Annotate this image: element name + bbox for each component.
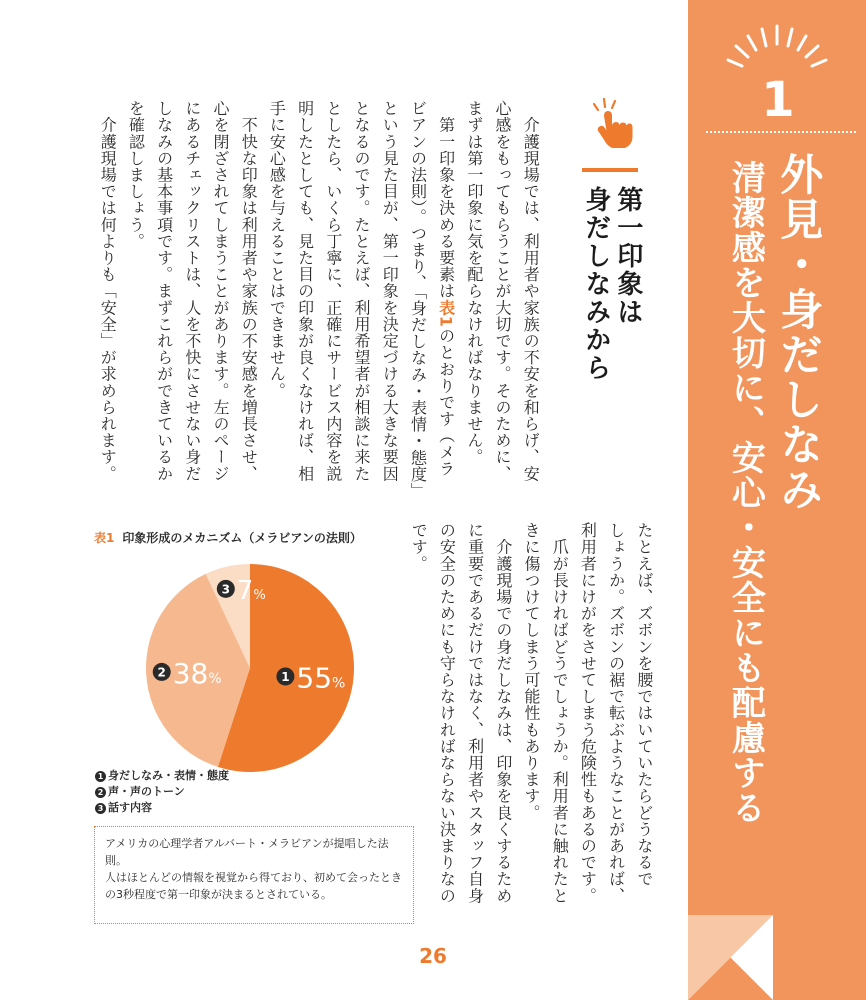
body-text-line: の安全のためにも守らなければならない決まりなの	[437, 522, 457, 904]
slice-value-label: 38%	[172, 656, 222, 690]
legend-label: 声・声のトーン	[108, 785, 185, 798]
chapter-subtitle: 清潔感を大切に、安心・安全にも配慮する	[725, 160, 766, 825]
body-text-run: となるのです。たとえば、利用希望者が相談に来た	[352, 100, 372, 482]
body-text-line: 爪が長ければどうでしょうか。利用者に触れたと	[550, 522, 570, 904]
body-text-run: 手に安心感を与えることはできません。	[267, 100, 287, 399]
body-text-line: しょうか。ズボンの裾で転ぶようなことがあれば、	[606, 522, 626, 904]
slice-value-label: 7%	[236, 575, 266, 606]
body-text-line: きに傷つけてしまう可能性もあります。	[522, 522, 542, 821]
body-text-run: 介護現場では何よりも「安全」が求められます。	[98, 100, 118, 482]
pie-chart	[130, 548, 370, 788]
legend-item	[95, 800, 229, 816]
body-text-run: にあるチェックリストは、人を不快にさせない身だ	[182, 100, 202, 482]
body-text-line: 利用者にけがをさせてしまう危険性もあるのです。	[578, 522, 598, 904]
legend-item	[95, 768, 229, 784]
note-text: アメリカの心理学者アルバート・メラビアンが提唱した法則。	[105, 837, 389, 867]
chapter-title: 外見・身だしなみ	[773, 152, 824, 512]
slice-marker-label: 3	[221, 582, 230, 597]
body-text-run: 心感をもってもらうことが大切です。そのために、	[493, 100, 513, 482]
pointing-hand-icon	[584, 96, 636, 148]
body-text-run: としたら、いくら丁寧に、正確にサービス内容を説	[323, 100, 343, 482]
body-text-run: という見た目が、第一印象を決定づける大きな要因	[380, 100, 400, 482]
slice-marker-label: 1	[281, 669, 290, 684]
body-text-run: 心を閉ざされてしまうことがあります。左のページ	[211, 100, 231, 482]
chart-title: 印象形成のメカニズム（メラビアンの法則）	[122, 531, 362, 545]
chart-legend	[95, 768, 229, 816]
body-text-line: たとえば、ズボンを腰ではいていたらどうなるで	[634, 522, 654, 888]
slice-marker-label: 2	[157, 665, 166, 680]
chapter-divider	[706, 131, 856, 133]
legend-item	[95, 784, 229, 800]
chapter-number: 1	[761, 72, 795, 128]
legend-marker: 1	[95, 771, 106, 782]
section-heading: 第一印象は	[612, 186, 643, 326]
body-text-run: ビアンの法則）。つまり、「身だしなみ・表情・態度」	[408, 100, 428, 499]
chart-caption	[94, 529, 362, 546]
body-text-line: 介護現場での身だしなみは、印象を良くするため	[493, 522, 513, 904]
body-text-run: 第一印象を決める要素は	[436, 100, 456, 300]
page-fold-corner	[688, 915, 773, 1000]
chart-caption-tag: 表1	[94, 531, 115, 545]
body-text-line: に重要であるだけではなく、利用者やスタッフ自身	[465, 522, 485, 904]
body-text-lower	[404, 522, 658, 942]
body-text-line: です。	[409, 522, 429, 572]
body-text-run: 明したとしても、見た目の印象が良くなければ、相	[295, 100, 315, 482]
body-text-run: のとおりです（メラ	[436, 327, 456, 477]
page-number: 26	[419, 944, 447, 968]
table-reference: 表1	[436, 299, 456, 328]
note-box	[94, 826, 414, 924]
body-text-run: を確認しましょう。	[126, 100, 146, 250]
body-text-run: 介護現場では、利用者や家族の不安を和らげ、安	[521, 100, 541, 482]
body-text-upper	[93, 100, 544, 500]
note-text: 人はほとんどの情報を視覚から得ており、初めて会ったときの3秒程度で第一印象が決まるとされている。	[105, 871, 402, 901]
body-text-run: 不快な印象は利用者や家族の不安感を増長させ、	[239, 100, 259, 482]
heading-accent-bar	[582, 168, 638, 172]
section-heading-line2: 身だしなみから	[580, 186, 611, 382]
legend-label: 身だしなみ・表情・態度	[108, 769, 229, 782]
legend-marker: 2	[95, 787, 106, 798]
legend-marker: 3	[95, 803, 106, 814]
body-text-run: まずは第一印象に気を配らなければなりません。	[464, 100, 484, 466]
legend-label: 話す内容	[108, 801, 152, 814]
body-text-run: しなみの基本事項です。まずこれらができているか	[154, 100, 174, 482]
slice-value-label: 55%	[296, 661, 346, 695]
